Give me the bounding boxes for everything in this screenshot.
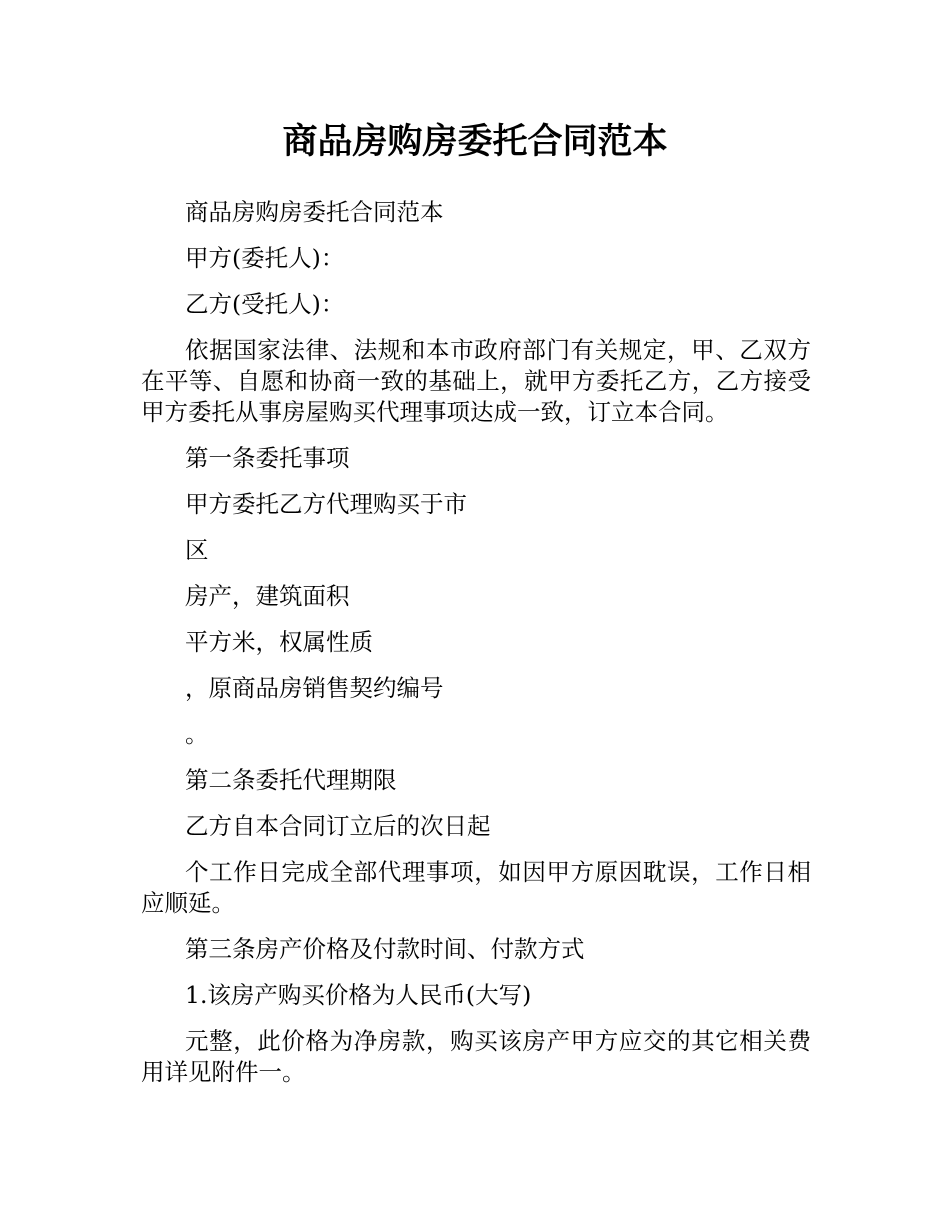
paragraph-heading-repeat: 商品房购房委托合同范本 <box>185 198 444 226</box>
document-body <box>141 197 811 1103</box>
paragraph-party-b: 乙方(受托人)： <box>185 290 345 318</box>
paragraph-article-1-contract-number: ，原商品房销售契约编号 <box>185 674 444 702</box>
paragraph-preamble: 依据国家法律、法规和本市政府部门有关规定，甲、乙双方在平等、自愿和协商一致的基础上，就甲方委托乙方，乙方接受甲方委托从事房屋购买代理事项达成一致，订立本合同。 <box>141 336 811 426</box>
paragraph-party-a: 甲方(委托人)： <box>185 244 345 272</box>
paragraph-article-2-duration: 个工作日完成全部代理事项，如因甲方原因耽误，工作日相应顺延。 <box>141 858 811 917</box>
paragraph-article-2-start: 乙方自本合同订立后的次日起 <box>185 812 491 840</box>
paragraph-article-3-heading: 第三条房产价格及付款时间、付款方式 <box>185 935 585 963</box>
paragraph-article-1-heading: 第一条委托事项 <box>185 444 350 472</box>
paragraph-article-2-heading: 第二条委托代理期限 <box>185 766 397 794</box>
paragraph-article-1-city: 甲方委托乙方代理购买于市 <box>185 490 467 518</box>
paragraph-article-1-area: 房产，建筑面积 <box>185 582 350 610</box>
paragraph-article-1-district: 区 <box>185 536 209 564</box>
paragraph-article-1-end: 。 <box>185 720 209 748</box>
paragraph-article-3-price: 1.该房产购买价格为人民币(大写) <box>185 981 532 1009</box>
document-title: 商品房购房委托合同范本 <box>282 122 668 162</box>
paragraph-article-3-price-note: 元整，此价格为净房款，购买该房产甲方应交的其它相关费用详见附件一。 <box>141 1027 811 1086</box>
paragraph-article-1-ownership: 平方米，权属性质 <box>185 628 373 656</box>
